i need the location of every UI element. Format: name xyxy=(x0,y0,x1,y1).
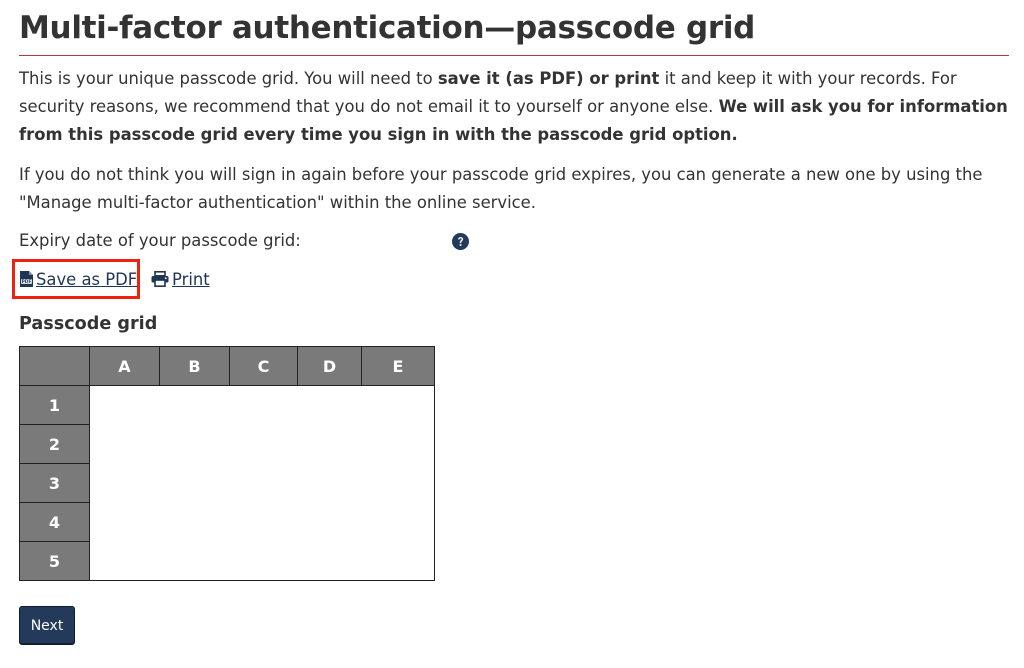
grid-row-header: 5 xyxy=(20,542,90,581)
svg-text:PDF: PDF xyxy=(21,280,32,286)
grid-cell xyxy=(90,464,160,503)
grid-cell xyxy=(362,542,435,581)
grid-cell xyxy=(230,503,298,542)
grid-cell xyxy=(230,425,298,464)
next-button[interactable]: Next xyxy=(19,606,75,645)
grid-row-header: 4 xyxy=(20,503,90,542)
intro-bold-save-print: save it (as PDF) or print xyxy=(437,69,660,88)
question-circle-icon[interactable] xyxy=(452,233,469,250)
grid-cell xyxy=(298,464,362,503)
grid-cell xyxy=(230,542,298,581)
passcode-grid-heading: Passcode grid xyxy=(19,314,158,334)
grid-cell xyxy=(160,464,230,503)
grid-cell xyxy=(230,386,298,425)
save-as-pdf-label: Save as PDF xyxy=(36,270,138,289)
pdf-file-icon xyxy=(20,271,33,287)
grid-cell xyxy=(160,386,230,425)
grid-cell xyxy=(362,425,435,464)
grid-column-header: E xyxy=(362,347,435,386)
grid-corner-cell xyxy=(20,347,90,386)
intro-text-2: it and keep it with your records. For security reasons, we recommend that you do not email it to yourself or anyone else. xyxy=(19,69,957,116)
printer-icon xyxy=(151,271,169,287)
grid-cell xyxy=(160,425,230,464)
grid-row-header: 2 xyxy=(20,425,90,464)
intro-bold-will-ask: We will ask you for information from this passcode grid every time you sign in with the passcode grid option. xyxy=(19,97,1008,144)
grid-row-header: 3 xyxy=(20,464,90,503)
grid-cell xyxy=(362,464,435,503)
expiry-info-paragraph: If you do not think you will sign in again before your passcode grid expires, you can generate a new one by using the "Manage multi-factor authentication" within the online service. xyxy=(19,165,983,212)
grid-cell xyxy=(90,425,160,464)
grid-cell xyxy=(298,503,362,542)
expiry-date-label: Expiry date of your passcode grid: xyxy=(19,231,301,250)
print-label: Print xyxy=(172,270,210,289)
grid-column-header: B xyxy=(160,347,230,386)
intro-paragraph xyxy=(19,65,1009,149)
grid-row-header: 1 xyxy=(20,386,90,425)
print-link[interactable] xyxy=(151,268,210,292)
grid-cell xyxy=(362,503,435,542)
save-as-pdf-link[interactable] xyxy=(20,268,137,292)
passcode-grid-table xyxy=(19,346,435,581)
title-divider xyxy=(19,55,1009,56)
grid-cell xyxy=(298,542,362,581)
grid-cell xyxy=(362,386,435,425)
grid-cell xyxy=(160,503,230,542)
grid-cell xyxy=(90,542,160,581)
grid-cell xyxy=(160,542,230,581)
grid-cell xyxy=(90,386,160,425)
grid-cell xyxy=(298,386,362,425)
intro-text-1: This is your unique passcode grid. You will need to xyxy=(19,69,438,88)
grid-column-header: A xyxy=(90,347,160,386)
grid-cell xyxy=(298,425,362,464)
grid-column-header: C xyxy=(230,347,298,386)
grid-column-header: D xyxy=(298,347,362,386)
page-title: Multi-factor authentication—passcode grid xyxy=(19,10,756,46)
grid-cell xyxy=(230,464,298,503)
grid-cell xyxy=(90,503,160,542)
